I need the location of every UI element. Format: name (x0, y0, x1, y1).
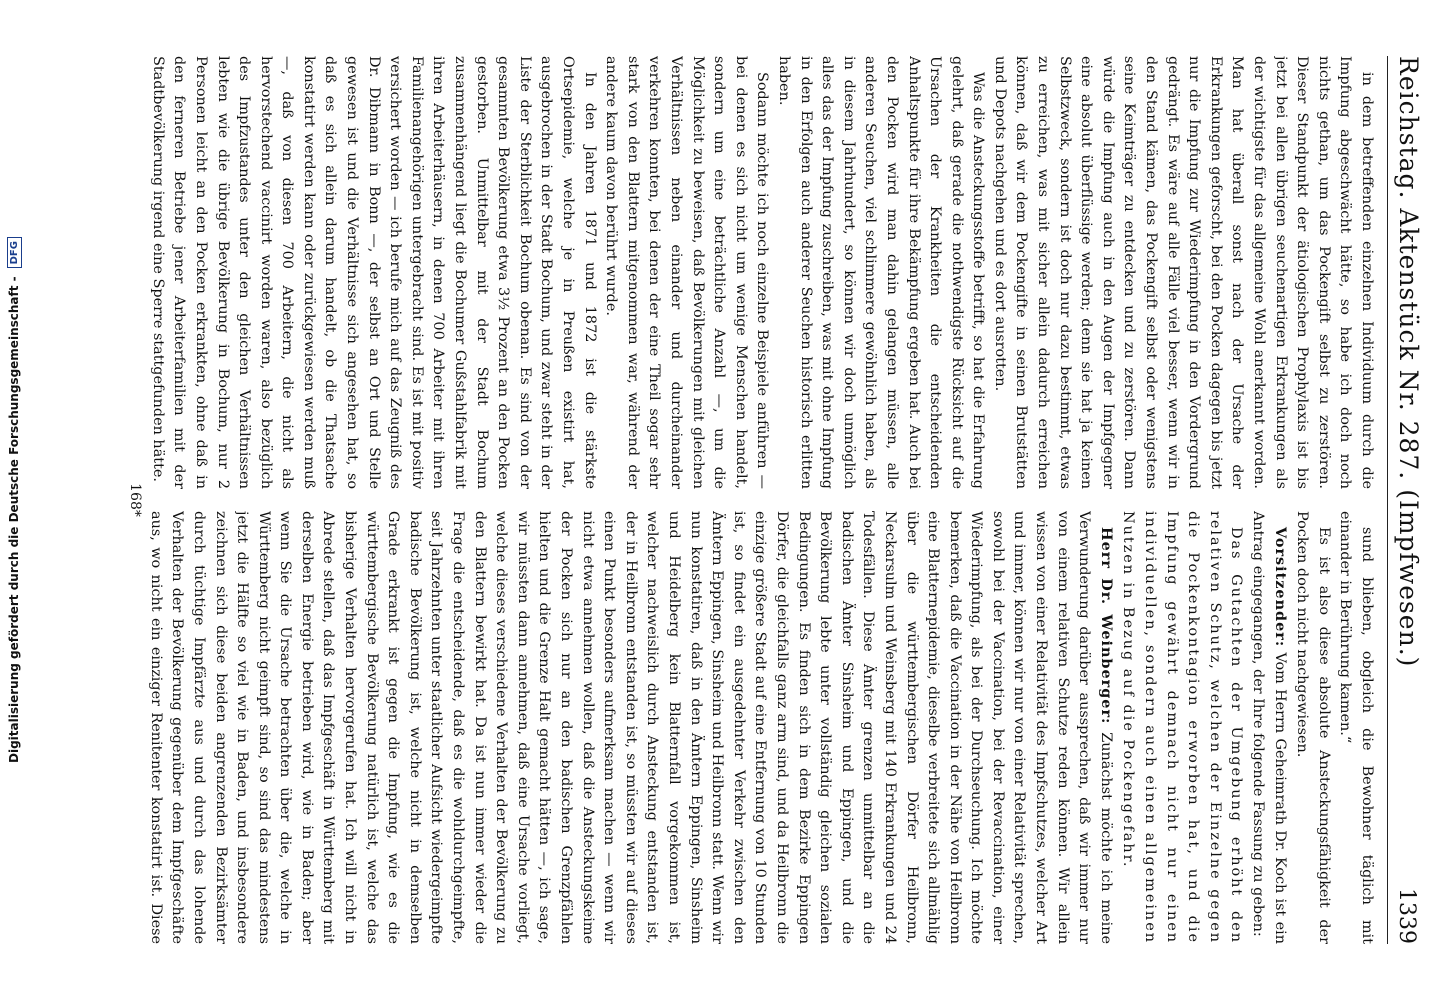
speaker-text: Vom Herrn Geheimrath Dr. Koch ist ein Antrag eingegangen, der Ihre folgende Fassung zu geben: (1250, 511, 1288, 944)
paragraph: in dem betreffenden einzelnen Individuum durch die Impfung abgeschwächt hätte, so habe ich doch noch nichts gethan, um das Pockengift selbst zu zerstören. Dieser Standpunkt der ätiologischen Prophylaxis ist bis jetzt bei allen übrigen seuchenartigen Erkrankungen als der wichtigste für das allgemeine Wohl anerkannt worden. Man hat überall sonst nach der Ursache der Erkrankungen geforscht, bei den Pocken dagegen bis jetzt nur die Impfung zur Wiederimpfung in den Vordergrund gedrängt. Es wäre auf alle Fälle viel besser, wenn wir in den Stand kämen, das Pockengift selbst oder wenigstens seine Keimträger zu entdecken und zu zerstören. Dann würde die Impfung auch in den Augen der Impfgegner eine absolut überflüssige werden; denn sie hat ja keinen Selbstzweck, sondern ist doch nur dazu bestimmt, etwas zu erreichen, was mit sicher allein dadurch erreichen können, daß wir dem Pockengifte in seinen Brutstätten und Depots nachgehen und es dort ausrotten. (991, 56, 1375, 489)
digitization-banner (4, 0, 24, 1000)
page-number: 1339 (1394, 888, 1419, 944)
speaker-paragraph (1246, 511, 1290, 944)
speaker-paragraph (147, 511, 1117, 944)
paragraph: sund blieben, obgleich die Bewohner täglich mit einander in Berührung kamen.“ (1337, 511, 1375, 944)
paragraph: Sodann möchte ich noch einzelne Beispiele anführen — bei denen es sich nicht um wenige Menschen handelt, sondern um eine beträchtliche Anzahl —, um die Möglichkeit zu beweisen, daß Bevölkerungen mit gleichen Verhältnissen neben einander und durcheinander verkehren konnten, bei denen der eine Theil sogar sehr stark von den Blattern mitgenommen war, während der andere kaum davon berührt wurde. (603, 56, 771, 489)
motion-quote: Das Gutachten der Umgebung erhöht den relativen Schutz, welchen der Einzelne gegen die Pockenkontagion erworben hat, und die Impfung gewährt demnach nicht nur einen individuellen, sondern auch einen allgemeinen Nutzen in Bezug auf die Pockengefahr. (1120, 511, 1245, 944)
digitization-banner-text: Digitalisierung gefördert durch die Deutsche Forschungsgemeinschaft - (7, 276, 21, 763)
paragraph: In den Jahren 1871 und 1872 ist die stärkste Ortsepidemie, welche je in Preußen existirt hat, ausgebrochen in der Stadt Bochum, und zwar steht in der Liste der Sterblichkeit Bochum obenan. Es sind von der gesammten Bevölkerung etwa 3½ Prozent an den Pocken gestorben. Unmittelbar mit der Stadt Bochum zusammenhängend liegt die Bochumer Gußstahlfabrik mit ihren Arbeiterhäusern, in denen 700 Arbeiter mit ihren Familienangehörigen untergebracht sind. Es ist mit positiv versichert worden — ich berufe mich auf das Zeugniß des Dr. Dibmann in Bonn —, der selbst an Ort und Stelle gewesen ist und die Verhältnisse sich angesehen hat, so daß es sich allein darum handelt, ob die Thatsache konstatirt werden kann oder zurückgewiesen werden muß —, daß von diesen 700 Arbeitern, die nicht als hervorstechend vaccinirt worden waren, also bezüglich des Impfzustandes unter den gleichen Verhältnissen lebten wie die übrige Bevölkerung in Bochum, nur 2 Personen leicht an den Pocken erkrankten, ohne daß in den ferneren Betriebe jener Arbeiterfamilien mit der Stadtbevölkerung irgend eine Sperre stattgefunden hätte. (149, 56, 598, 489)
right-column (147, 511, 1377, 944)
speaker-name: Vorsitzender: (1271, 527, 1289, 648)
paragraph: Was die Ansteckungsstoffe betrifft, so hat die Erfahrung gelehrt, daß gerade die nothwendigste Rücksicht auf die Ursachen der Krankheiten die entscheidenden Anhaltspunkte für ihre Bekämpfung ergeben hat. Auch bei den Pocken wird man dahin gelangen müssen, alle anderen Seuchen, viel schlimmere gewöhnlich haben, als in diesem Jahrhundert, so können wir doch unmöglich alles das der Impfung zuschreiben, was mit ohne Impfung in den Erfolgen auch anderer Seuchen historisch erlitten haben. (775, 56, 987, 489)
speaker-text: Zunächst möchte ich meine Verwunderung darüber aussprechen, daß wir immer nur von einem relativen Schutze reden können. Wir allein wissen von einer Relativität des Impfschutzes, welcher Art und immer, können wir nur von einer Relativität sprechen, sowohl bei der Vaccination, bei der Revaccination, einer Wiederimpfung, als bei der Durchseuchung. Ich möchte bemerken, daß die Vaccination in der Nähe von Heilbronn eine Blatternepidemie, dieselbe verbreitete sich allmählig über die württembergischen Dörfer Heilbronn, Neckarsulm und Weinsberg mit 140 Erkrankungen und 24 Todesfällen. Diese Ämter grenzen unmittelbar an die badischen Ämter Sinsheim und Eppingen, und die Bevölkerung lebte unter vollständig gleichen sozialen Bedingungen. Es finden sich in dem Bezirke Eppingen Dörfer, die gleichfalls ganz arm sind, und da Heilbronn die einzige größere Stadt auf eine Entfernung von 10 Stunden ist, so findet ein ausgedehnter Verkehr zwischen den Ämtern Eppingen, Sinsheim und Heilbronn statt. Wenn wir nun konstatiren, daß in den Ämtern Eppingen, Sinsheim und Heidelberg kein Blatternfall vorgekommen ist, welcher nachweislich durch Ansteckung entstanden ist, der in Heilbronn entstanden ist, so müssten wir auf dieses einen Punkt besonders aufmerksam machen — wenn wir nicht etwa annehmen wollen, daß die Ansteckungskeime der Pocken sich nur an den badischen Grenzpfählen hielten und die Grenze Halt gemacht hätten —, ich sage, wir müssten dann annehmen, daß eine Ursache vorliegt, welche dieses verschiedene Verhalten der Bevölkerung zu den Blattern bewirkt hat. Da ist nun immer wieder die Frage die entscheidende, daß es die wohldurchgeimpfte, seit Jahrzehnten unter staatlicher Aufsicht wiedergeimpfte badische Bevölkerung ist, welche nicht in demselben Grade erkrankt ist gegen die Impfung, wie es die württembergische Bevölkerung natürlich ist, welche das bisherige Verhalten hervorgerufen hat. Ich will nicht in Abrede stellen, daß das Impfgeschäft in Württemberg mit derselben Energie betrieben wird, wie in Baden; aber wenn Sie die Ursache betrachten über die, welche in Württemberg nicht geimpft sind, so sind das mindestens jetzt die Hälfte so viel wie in Baden, und insbesondere zeichnen sich diese beiden angrenzenden Bezirksämter durch tüchtige Impfärzte aus und durch das lohende Verhalten der Bevölkerung gegenüber dem Impfgeschäfte aus, wo nicht ein einziger Renitenter konstatirt ist. Diese (147, 511, 1114, 944)
left-column (147, 56, 1377, 489)
speaker-name: Herr Dr. Weinberger: (1097, 527, 1115, 725)
text-columns (147, 56, 1377, 944)
document-page (113, 20, 1432, 980)
page-header (1387, 56, 1423, 944)
page-footnote: 168* (127, 483, 143, 517)
paragraph: Es ist also diese absolute Ansteckungsfähigkeit der Pocken doch nicht nachgewiesen. (1294, 511, 1332, 944)
dfg-logo: DFG (7, 237, 22, 268)
page-title: Reichstag. Aktenstück Nr. 287. (Impfwesen.) (1394, 56, 1423, 668)
